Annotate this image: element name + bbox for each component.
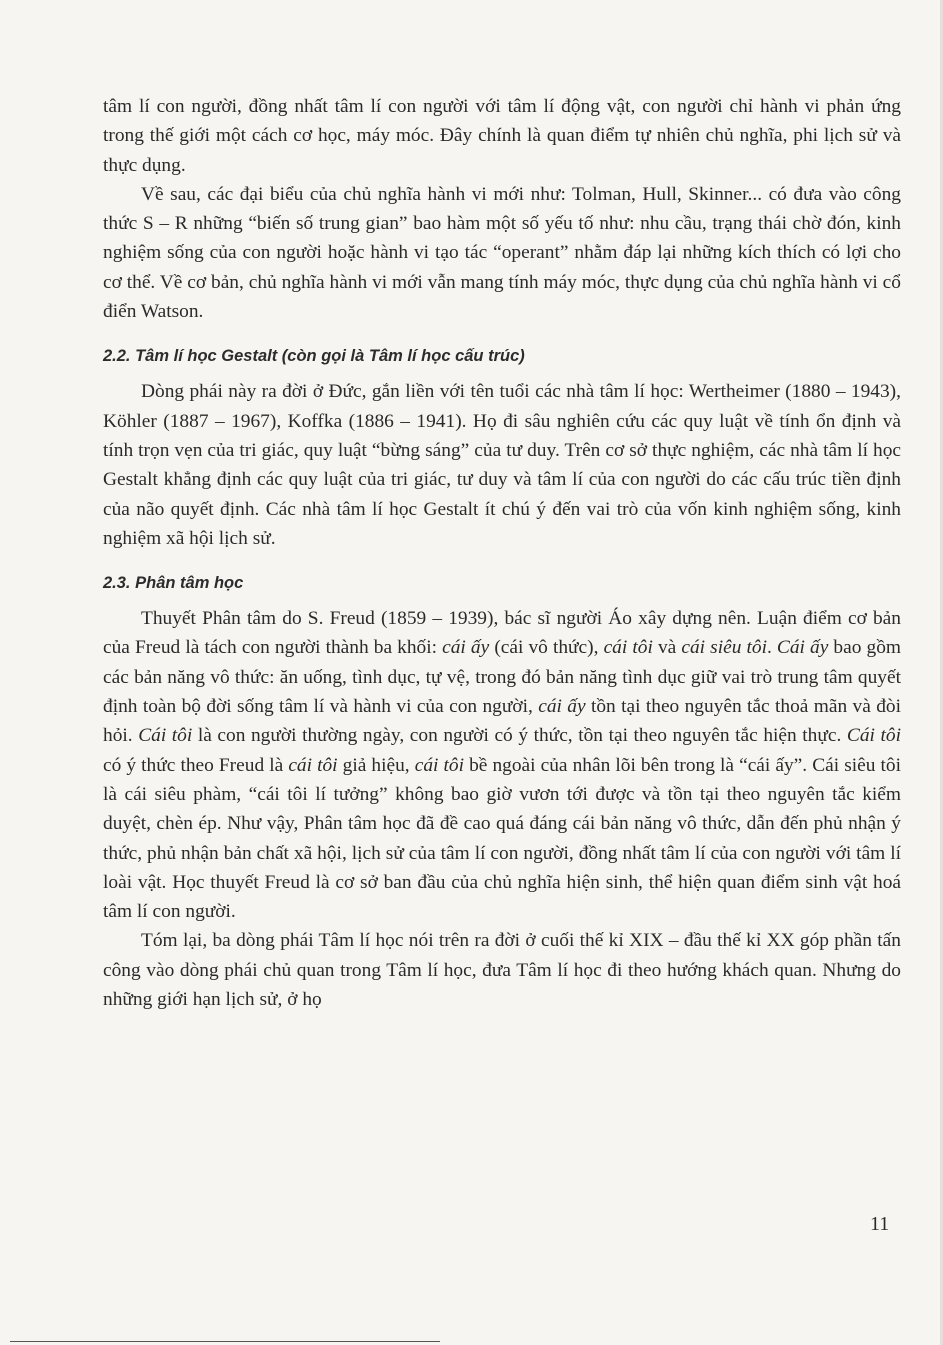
page-body [103,92,901,1014]
paragraph-psychoanalysis: Thuyết Phân tâm do S. Freud (1859 – 1939), bác sĩ người Áo xây dựng nên. Luận điểm cơ bản của Freud là tách con người thành ba khối: cái ấy (cái vô thức), cái tôi và cái siêu tôi. Cái ấy bao gồm các bản năng vô thức: ăn uống, tình dục, tự vệ, trong đó bản năng tình dục giữ vai trò trung tâm quyết định toàn bộ đời sống tâm lí và hành vi của con người, cái ấy tồn tại theo nguyên tắc thoả mãn và đòi hỏi. Cái tôi là con người thường ngày, con người có ý thức, tồn tại theo nguyên tắc hiện thực. Cái tôi có ý thức theo Freud là cái tôi giả hiệu, cái tôi bề ngoài của nhân lõi bên trong là “cái ấy”. Cái siêu tôi là cái siêu phàm, “cái tôi lí tưởng” không bao giờ vươn tới được và tồn tại theo nguyên tắc kiểm duyệt, chèn ép. Như vậy, Phân tâm học đã đề cao quá đáng cái bản năng vô thức, dẫn đến phủ nhận ý thức, phủ nhận bản chất xã hội, lịch sử của tâm lí con người, đồng nhất tâm lí của con người với tâm lí loài vật. Học thuyết Freud là cơ sở ban đầu của chủ nghĩa hiện sinh, thể hiện quan điểm sinh vật hoá tâm lí con người. [103,608,902,923]
section-heading-psychoanalysis: 2.3. Phân tâm học [103,574,244,593]
section-heading-gestalt: 2.2. Tâm lí học Gestalt (còn gọi là Tâm lí học cấu trúc) [103,347,525,366]
bottom-rule [10,1341,440,1342]
page-number: 11 [870,1213,890,1235]
paragraph-behaviorism-end: tâm lí con người, đồng nhất tâm lí con người với tâm lí động vật, con người chỉ hành vi phản ứng trong thế giới một cách cơ học, máy móc. Đây chính là quan điểm tự nhiên chủ nghĩa, phi lịch sử và thực dụng. [103,96,901,176]
paragraph-gestalt: Dòng phái này ra đời ở Đức, gắn liền với tên tuổi các nhà tâm lí học: Wertheimer (1880 – 1943), Köhler (1887 – 1967), Koffka (1886 – 1941). Họ đi sâu nghiên cứu các quy luật về tính ổn định và tính trọn vẹn của tri giác, quy luật “bừng sáng” của tư duy. Trên cơ sở thực nghiệm, các nhà tâm lí học Gestalt khẳng định các quy luật của tri giác, tư duy và tâm lí của con người do các cấu trúc tiền định của não quyết định. Các nhà tâm lí học Gestalt ít chú ý đến vai trò của vốn kinh nghiệm sống, kinh nghiệm xã hội lịch sử. [103,381,901,549]
paragraph-summary: Tóm lại, ba dòng phái Tâm lí học nói trên ra đời ở cuối thế kỉ XIX – đầu thế kỉ XX góp phần tấn công vào dòng phái chủ quan trong Tâm lí học, đưa Tâm lí học đi theo hướng khách quan. Nhưng do những giới hạn lịch sử, ở họ [103,930,901,1011]
paragraph-neo-behaviorism: Về sau, các đại biểu của chủ nghĩa hành vi mới như: Tolman, Hull, Skinner... có đưa vào công thức S – R những “biến số trung gian” bao hàm một số yếu tố như: nhu cầu, trạng thái chờ đón, kinh nghiệm sống của con người hoặc hành vi tạo tác “operant” nhằm đáp lại những kích thích có lợi cho cơ thể. Về cơ bản, chủ nghĩa hành vi mới vẫn mang tính máy móc, thực dụng của chủ nghĩa hành vi cổ điển Watson. [103,183,901,323]
